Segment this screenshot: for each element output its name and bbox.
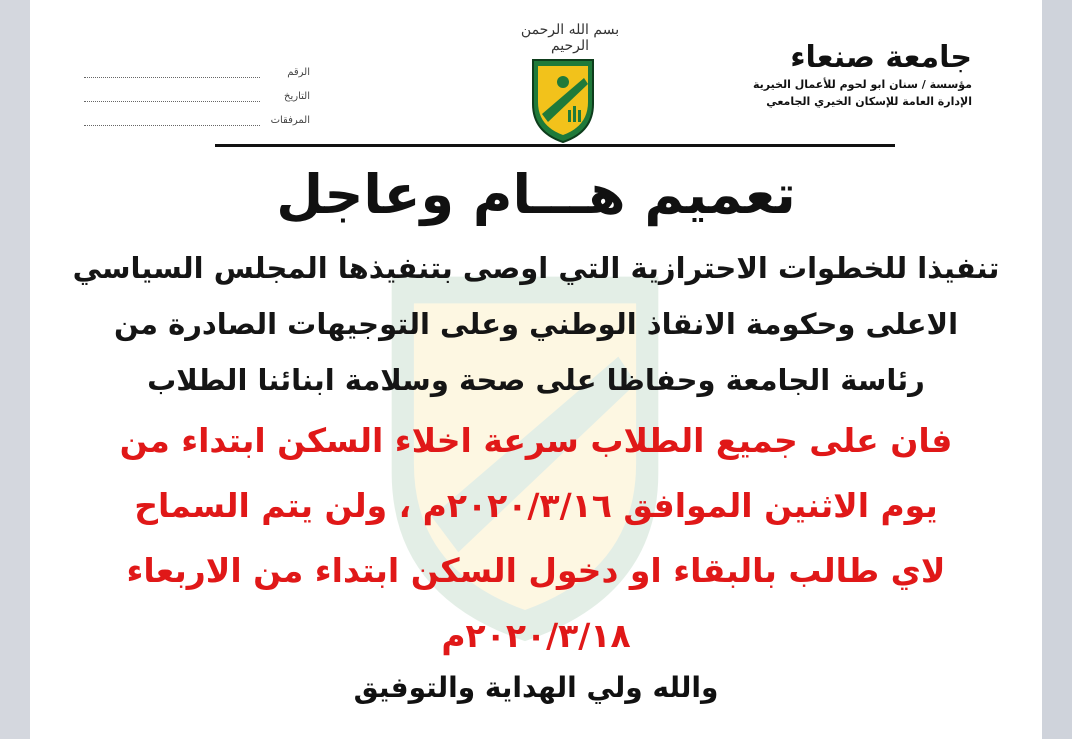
notice-line: ٢٠٢٠/٣/١٨م [441, 616, 631, 655]
document-page [30, 0, 1042, 739]
field-date [80, 84, 310, 108]
university-logo-icon [528, 54, 598, 144]
body-line: الاعلى وحكومة الانقاذ الوطني وعلى التوجيهات الصادرة من [113, 307, 959, 341]
header-divider [215, 144, 895, 147]
notice-line: لاي طالب بالبقاء او دخول السكن ابتداء من الاربعاء [126, 551, 946, 590]
foundation-name: مؤسسة / سنان ابو لحوم للأعمال الخيرية [752, 78, 972, 91]
basmala: بسم الله الرحمن الرحيم [520, 22, 620, 54]
field-number-label: الرقم [287, 66, 310, 78]
closing-line: والله ولي الهداية والتوفيق [353, 671, 719, 704]
reference-fields [80, 60, 310, 132]
university-name: جامعة صنعاء [790, 40, 972, 75]
field-number [80, 60, 310, 84]
field-date-label: التاريخ [284, 90, 310, 102]
evacuation-notice [70, 408, 1002, 668]
body-line: رئاسة الجامعة وحفاظا على صحة وسلامة ابنائنا الطلاب [147, 363, 925, 397]
field-attachments-label: المرفقات [270, 114, 310, 126]
notice-line: فان على جميع الطلاب سرعة اخلاء السكن ابتداء من [119, 421, 953, 460]
right-margin [1042, 0, 1072, 739]
notice-title: تعميم هـــام وعاجل [276, 163, 796, 226]
notice-body [70, 240, 1002, 408]
body-line: تنفيذا للخطوات الاحترازية التي اوصى بتنفيذها المجلس السياسي [72, 251, 1000, 285]
left-margin [0, 0, 30, 739]
department-name: الإدارة العامة للإسكان الخيري الجامعي [766, 95, 972, 108]
university-header [753, 40, 972, 110]
field-attachments [80, 108, 310, 132]
notice-line: يوم الاثنين الموافق ٢٠٢٠/٣/١٦م ، ولن يتم السماح [134, 486, 938, 525]
